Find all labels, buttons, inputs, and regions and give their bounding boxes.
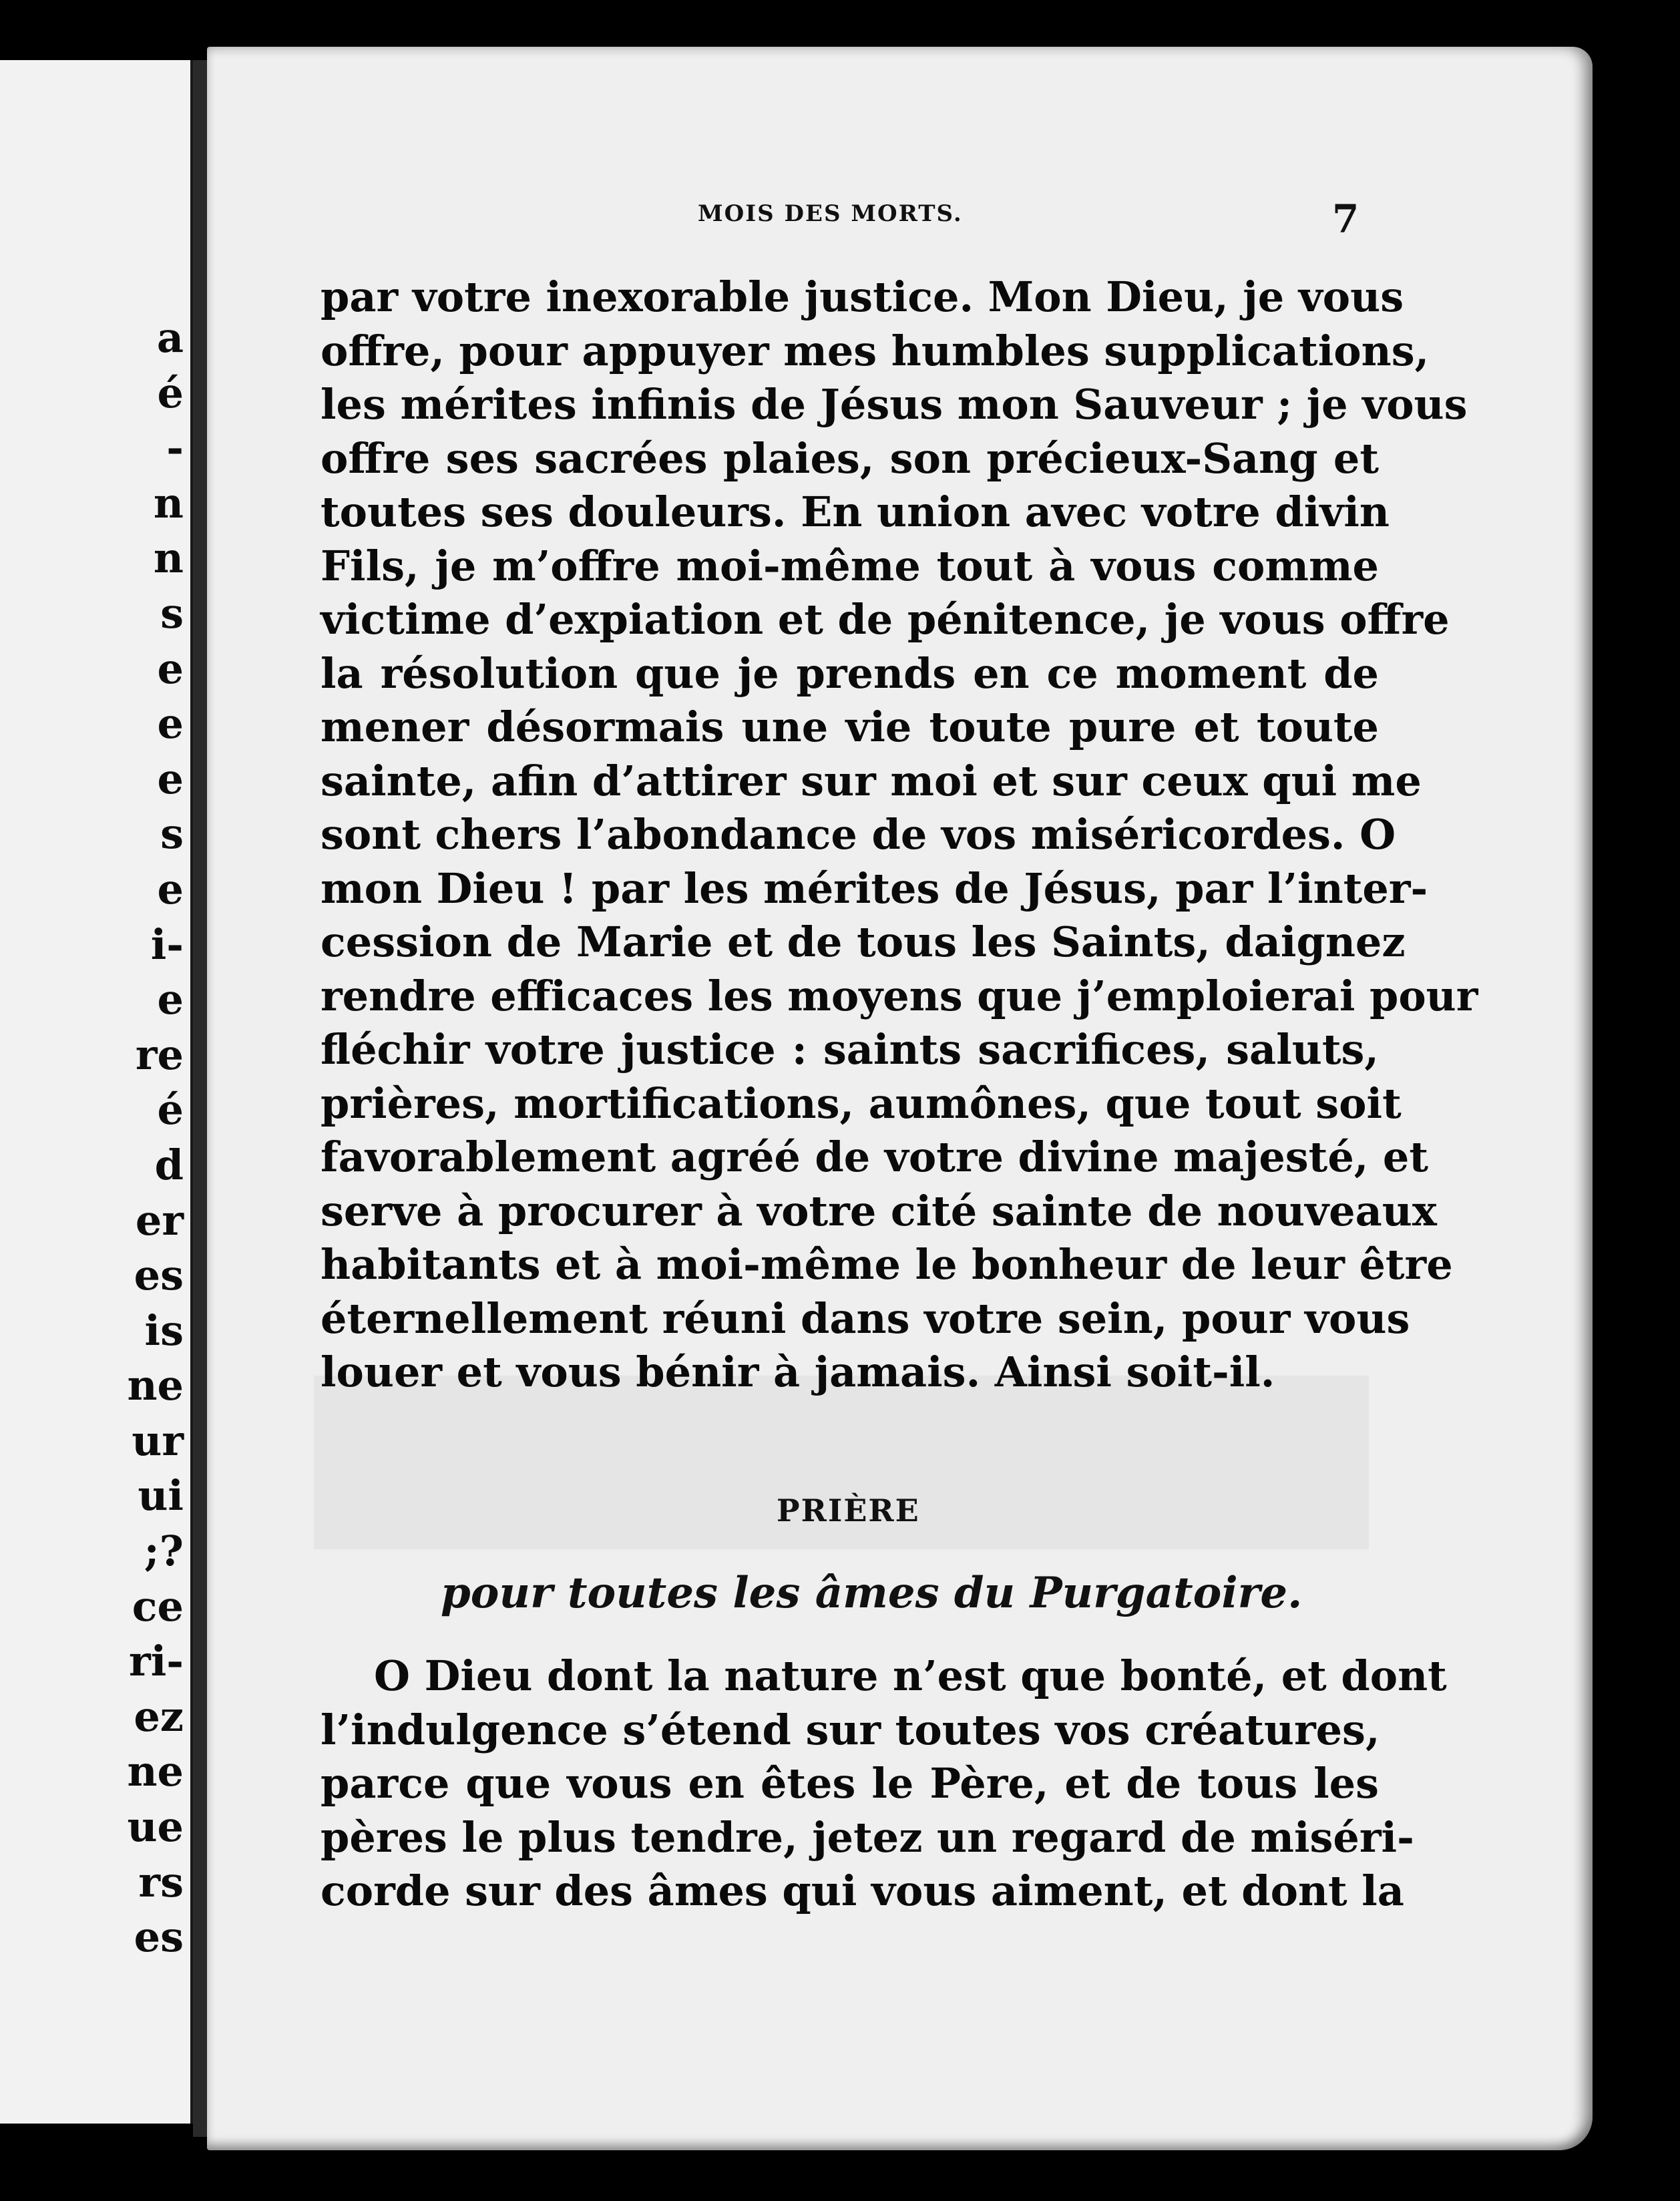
prayer-line: corde sur des âmes qui vous aiment, et dont la (321, 1866, 1404, 1915)
left-page-line-fragment: ce (132, 1581, 184, 1631)
left-page-line-fragment: a (156, 313, 184, 362)
left-page-line-fragment: re (135, 1030, 184, 1079)
left-page-line-fragment: ez (134, 1691, 184, 1741)
text-line: mon Dieu ! par les mérites de Jésus, par l’inter- (321, 863, 1428, 913)
left-page-line-fragment: e (157, 754, 184, 803)
text-line: par votre inexorable justice. Mon Dieu, je vous (321, 272, 1404, 321)
left-page-line-fragment: ;? (144, 1527, 184, 1576)
prayer-line: O Dieu dont la nature n’est que bonté, et dont (374, 1651, 1447, 1700)
text-line: sont chers l’abondance de vos miséricordes. O (321, 810, 1396, 859)
left-page-line-fragment: s (160, 588, 184, 638)
book-gutter (193, 60, 208, 2137)
left-page-line-fragment: e (157, 644, 184, 693)
left-page-line-fragment: n (153, 534, 184, 583)
left-page-line-fragment: ur (132, 1416, 184, 1465)
text-line: habitants et à moi-même le bonheur de leur être (321, 1240, 1453, 1289)
left-page-line-fragment: rs (138, 1857, 184, 1907)
prayer-subtitle: pour toutes les âmes du Purgatoire. (441, 1568, 1303, 1618)
text-line: les mérites infinis de Jésus mon Sauveur ; je vous (321, 380, 1468, 429)
left-page-line-fragment: is (144, 1306, 184, 1355)
left-page-fragment (0, 60, 193, 2124)
left-page-line-ends (0, 311, 184, 1965)
running-head: MOIS DES MORTS. (698, 200, 963, 227)
text-line: sainte, afin d’attirer sur moi et sur ceux qui me (321, 756, 1422, 805)
text-line: fléchir votre justice : saints sacrifices, saluts, (321, 1025, 1379, 1074)
left-page-line-fragment: ne (127, 1747, 184, 1796)
prayer-line: l’indulgence s’étend sur toutes vos créatures, (321, 1705, 1380, 1754)
prayer-line: parce que vous en êtes le Père, et de tous les (321, 1759, 1379, 1808)
text-line: offre, pour appuyer mes humbles supplications, (321, 326, 1430, 375)
left-page-line-fragment: d (154, 1140, 184, 1189)
text-line: mener désormais une vie toute pure et toute (321, 703, 1379, 751)
text-line: éternellement réuni dans votre sein, pour vous (321, 1293, 1410, 1343)
page-number: 7 (1332, 196, 1359, 242)
left-page-line-fragment: es (134, 1913, 184, 1962)
prayer-heading: PRIÈRE (777, 1492, 920, 1529)
left-page-line-fragment: e (157, 864, 184, 914)
left-page-line-fragment: é (157, 1085, 184, 1135)
text-line: favorablement agréé de votre divine majesté, et (321, 1133, 1429, 1181)
text-line: rendre efficaces les moyens que j’emploierai pour (321, 971, 1478, 1020)
left-page-line-fragment: é (157, 368, 184, 417)
left-page-line-fragment: e (157, 699, 184, 749)
text-line: toutes ses douleurs. En union avec votre divin (321, 487, 1390, 536)
text-line: cession de Marie et de tous les Saints, daignez (321, 918, 1406, 966)
left-page-line-fragment: n (153, 478, 184, 528)
text-line: prières, mortifications, aumônes, que tout soit (321, 1078, 1402, 1128)
left-page-line-fragment: - (166, 423, 184, 473)
prayer-text (321, 1649, 1447, 1919)
left-page-line-fragment: es (134, 1251, 184, 1300)
text-line: serve à procurer à votre cité sainte de nouveaux (321, 1186, 1437, 1235)
left-page-line-fragment: i- (150, 920, 184, 969)
text-line: Fils, je m’offre moi-même tout à vous comme (321, 541, 1379, 590)
prayer-line: pères le plus tendre, jetez un regard de miséri- (321, 1812, 1414, 1862)
text-line: offre ses sacrées plaies, son précieux-Sang et (321, 433, 1379, 483)
text-line: victime d’expiation et de pénitence, je vous offre (321, 595, 1450, 644)
body-text (321, 270, 1478, 1400)
text-line: la résolution que je prends en ce moment de (321, 648, 1379, 698)
left-page-line-fragment: ue (127, 1802, 184, 1852)
left-page-line-fragment: er (135, 1195, 184, 1245)
left-page-line-fragment: e (157, 975, 184, 1024)
left-page-line-fragment: ui (138, 1471, 184, 1521)
left-page-line-fragment: ne (127, 1361, 184, 1410)
text-line: louer et vous bénir à jamais. Ainsi soit-il. (321, 1348, 1275, 1396)
left-page-line-fragment: s (160, 809, 184, 859)
left-page-line-fragment: ri- (129, 1637, 184, 1686)
